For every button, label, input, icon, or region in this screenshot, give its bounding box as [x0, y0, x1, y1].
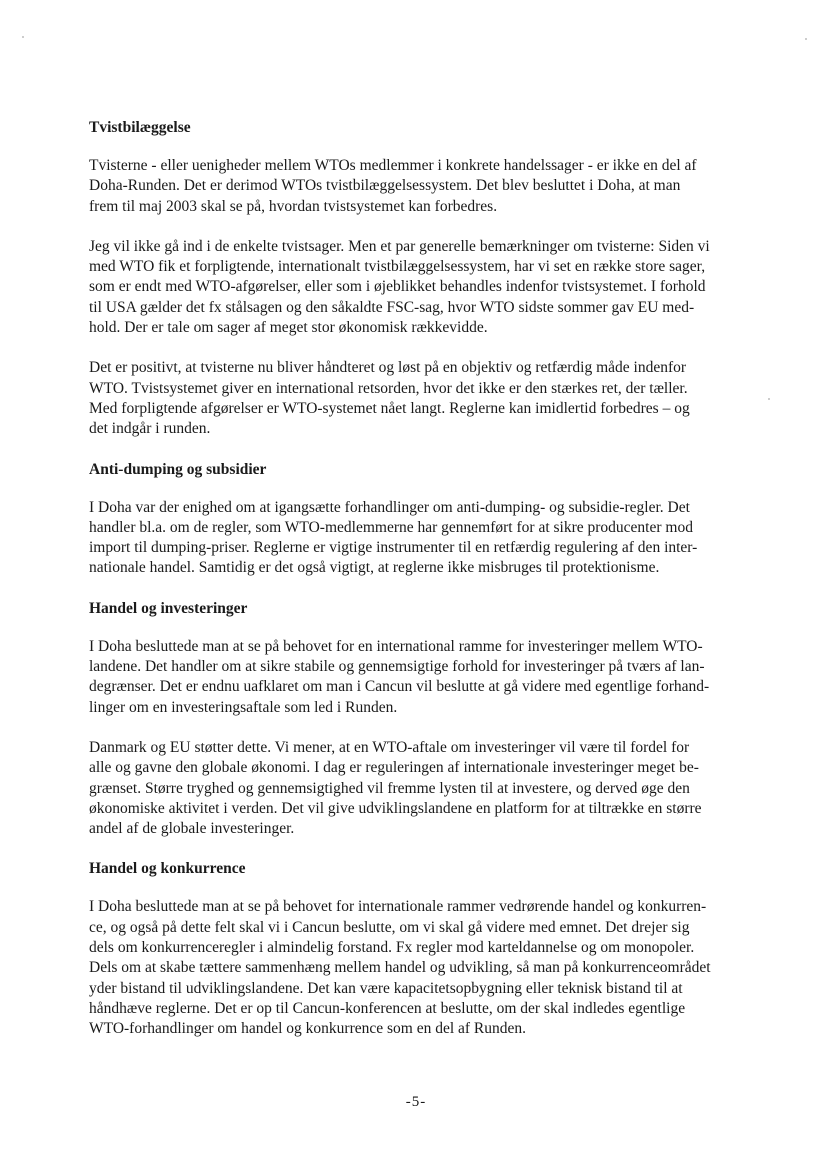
- text-line: I Doha var der enighed om at igangsætte forhandlinger om anti-dumping- og subsidie-regler. Det: [89, 498, 690, 516]
- section-handel-investeringer: [89, 599, 767, 840]
- paragraph: [89, 637, 767, 718]
- paragraph: [89, 897, 767, 1039]
- text-line: Doha-Runden. Det er derimod WTOs tvistbilæggelsessystem. Det blev besluttet i Doha, at man: [89, 177, 681, 195]
- scan-speck: [805, 38, 807, 40]
- text-line: I Doha besluttede man at se på behovet for internationale rammer vedrørende handel og konkurren-: [89, 898, 707, 916]
- section-heading: Tvistbilæggelse: [89, 119, 191, 136]
- section-tvistbilaeggelse: [89, 118, 767, 440]
- scan-speck: [768, 398, 770, 400]
- section-anti-dumping: [89, 460, 767, 579]
- page-number: -5-: [405, 1094, 427, 1110]
- paragraph: [89, 738, 767, 839]
- paragraph: [89, 156, 767, 217]
- text-line: import til dumping-priser. Reglerne er vigtige instrumenter til en retfærdig regulering af den inter-: [89, 539, 698, 557]
- paragraph: [89, 498, 767, 579]
- text-line: Med forpligtende afgørelser er WTO-systemet nået langt. Reglerne kan imidlertid forbedres – og: [89, 399, 690, 417]
- paragraph: [89, 358, 767, 439]
- text-line: Danmark og EU støtter dette. Vi mener, at en WTO-aftale om investeringer vil være til fordel for: [89, 738, 690, 756]
- text-line: landene. Det handler om at sikre stabile og gennemsigtige forhold for investeringer på tværs af lan-: [89, 658, 705, 676]
- section-heading: Handel og konkurrence: [89, 860, 246, 878]
- section-handel-konkurrence: [89, 859, 767, 1039]
- text-line: dels om konkurrenceregler i almindelig forstand. Fx regler mod karteldannelse og om monopoler.: [89, 939, 695, 957]
- section-heading: Anti-dumping og subsidier: [89, 460, 267, 478]
- text-line: økonomiske aktivitet i verden. Det vil give udviklingslandene en platform for at tiltrække en større: [89, 799, 702, 817]
- text-line: WTO-forhandlinger om handel og konkurrence som en del af Runden.: [89, 1020, 527, 1038]
- text-line: hold. Der er tale om sager af meget stor økonomisk rækkevidde.: [89, 319, 488, 337]
- text-line: Det er positivt, at tvisterne nu bliver håndteret og løst på en objektiv og retfærdig måde indenfor: [89, 359, 687, 377]
- text-line: alle og gavne den globale økonomi. I dag er reguleringen af internationale investeringer meget be-: [89, 759, 699, 777]
- text-line: det indgår i runden.: [89, 420, 211, 438]
- paragraph: [89, 237, 767, 338]
- text-line: frem til maj 2003 skal se på, hvordan tvistsystemet kan forbedres.: [89, 197, 498, 215]
- text-line: grænset. Større tryghed og gennemsigtighed vil fremme lysten til at investere, og derved øge den: [89, 779, 690, 797]
- text-line: andel af de globale investeringer.: [89, 820, 295, 838]
- text-line: yder bistand til udviklingslandene. Det kan være kapacitetsopbygning eller teknisk bistand til at: [89, 979, 683, 997]
- text-line: nationale handel. Samtidig er det også vigtigt, at reglerne ikke misbruges til protektionisme.: [89, 559, 660, 577]
- text-line: Tvisterne - eller uenigheder mellem WTOs medlemmer i konkrete handelssager - er ikke en del af: [89, 157, 697, 174]
- text-line: Dels om at skabe tættere sammenhæng mellem handel og udvikling, så man på konkurrenceområdet: [89, 959, 711, 977]
- text-line: handler bl.a. om de regler, som WTO-medlemmerne har gennemført for at sikre producenter mod: [89, 518, 693, 536]
- text-line: I Doha besluttede man at se på behovet for en international ramme for investeringer mellem WTO-: [89, 637, 703, 655]
- text-line: med WTO fik et forpligtende, internationalt tvistbilæggelsessystem, har vi set en række store sager,: [89, 258, 706, 276]
- scan-speck: [22, 36, 24, 38]
- text-line: ce, og også på dette felt skal vi i Cancun beslutte, om vi skal gå videre med emnet. Det drejer sig: [89, 918, 690, 936]
- text-line: til USA gælder det fx stålsagen og den såkaldte FSC-sag, hvor WTO sidste sommer gav EU med-: [89, 298, 695, 316]
- section-heading: Handel og investeringer: [89, 599, 248, 617]
- text-line: Jeg vil ikke gå ind i de enkelte tvistsager. Men et par generelle bemærkninger om tvisterne: Siden vi: [89, 237, 710, 255]
- text-line: degrænser. Det er endnu uafklaret om man i Cancun vil beslutte at gå videre med egentlige forhand-: [89, 678, 710, 696]
- text-line: linger om en investeringsaftale som led i Runden.: [89, 698, 398, 716]
- document-body: [89, 118, 767, 1060]
- text-line: WTO. Tvistsystemet giver en international retsorden, hvor det ikke er den stærkes ret, der tæller.: [89, 379, 688, 397]
- text-line: håndhæve reglerne. Det er op til Cancun-konferencen at beslutte, om der skal indledes egentlige: [89, 999, 686, 1017]
- text-line: som er endt med WTO-afgørelser, eller som i øjeblikket behandles indenfor tvistsystemet. I forhold: [89, 278, 706, 296]
